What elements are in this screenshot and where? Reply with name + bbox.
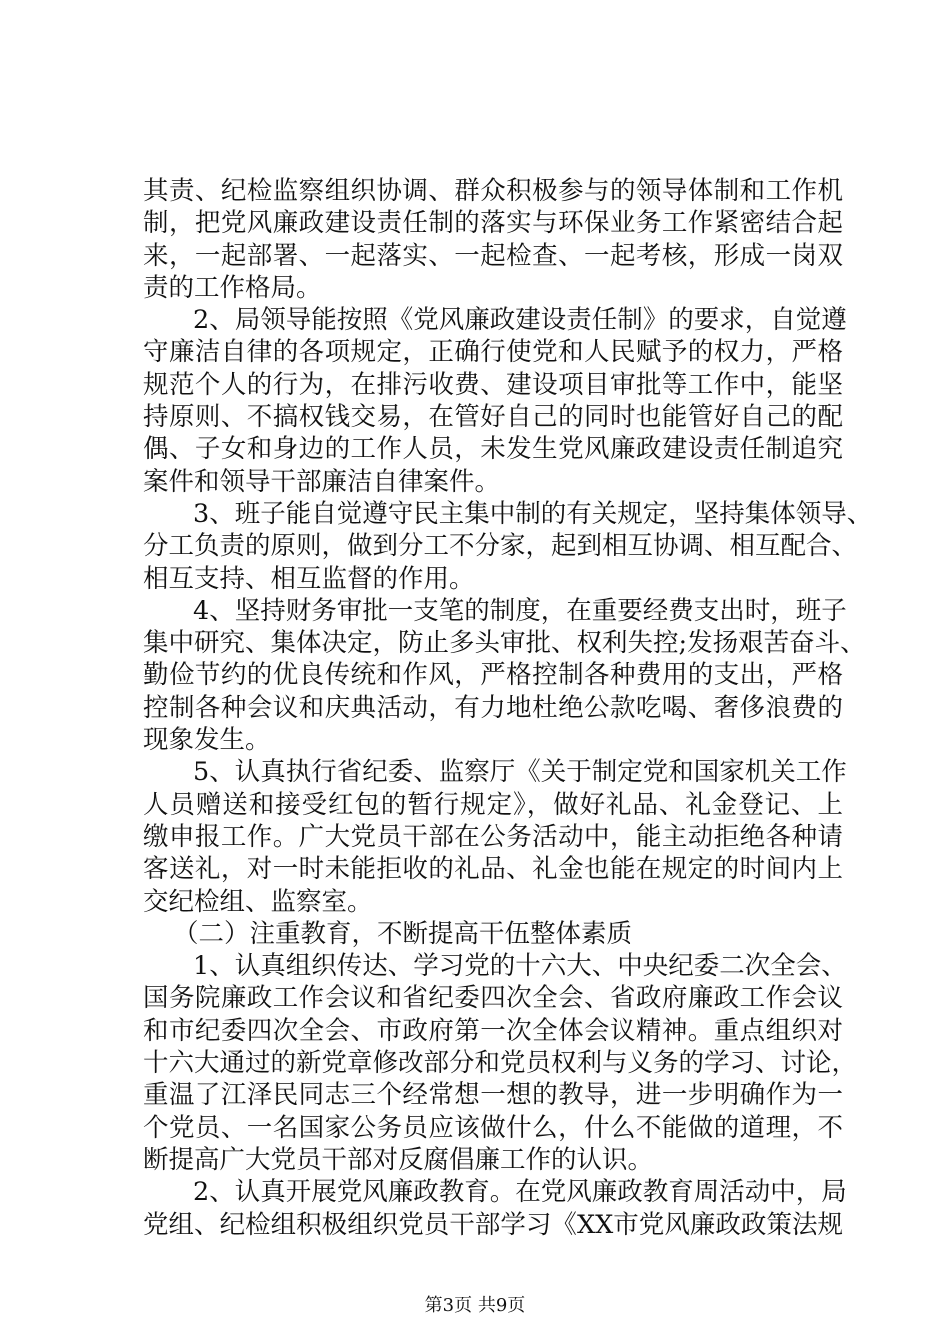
text-line: 规范个人的行为，在排污收费、建设项目审批等工作中，能坚 bbox=[143, 369, 843, 400]
text-line: 勤俭节约的优良传统和作风，严格控制各种费用的支出，严格 bbox=[143, 660, 843, 691]
text-line: 党组、纪检组积极组织党员干部学习《XX市党风廉政政策法规 bbox=[143, 1209, 843, 1240]
text-line: 集中研究、集体决定，防止多头审批、权利失控;发扬艰苦奋斗、 bbox=[143, 628, 866, 659]
text-line: 客送礼，对一时未能拒收的礼品、礼金也能在规定的时间内上 bbox=[143, 854, 843, 885]
text-line: 现象发生。 bbox=[143, 725, 271, 756]
text-line: 相互支持、相互监督的作用。 bbox=[143, 563, 475, 594]
text-line: 和市纪委四次全会、市政府第一次全体会议精神。重点组织对 bbox=[143, 1015, 843, 1046]
text-line: 守廉洁自律的各项规定，正确行使党和人民赋予的权力，严格 bbox=[143, 337, 843, 368]
text-line: 十六大通过的新党章修改部分和党员权利与义务的学习、讨论， bbox=[143, 1048, 858, 1079]
text-line: 其责、纪检监察组织协调、群众积极参与的领导体制和工作机 bbox=[143, 176, 843, 206]
text-line: 2、认真开展党风廉政教育。在党风廉政教育周活动中，局 bbox=[193, 1177, 847, 1208]
text-line: 分工负责的原则，做到分工不分家，起到相互协调、相互配合、 bbox=[143, 531, 858, 562]
text-line: 1、认真组织传达、学习党的十六大、中央纪委二次全会、 bbox=[193, 951, 847, 982]
text-line: 重温了江泽民同志三个经常想一想的教导，进一步明确作为一 bbox=[143, 1080, 843, 1111]
text-line: 持原则、不搞权钱交易，在管好自己的同时也能管好自己的配 bbox=[143, 402, 843, 433]
text-line: 断提高广大党员干部对反腐倡廉工作的认识。 bbox=[143, 1144, 654, 1175]
text-line: 2、局领导能按照《党风廉政建设责任制》的要求，自觉遵 bbox=[193, 305, 847, 336]
text-line: 3、班子能自觉遵守民主集中制的有关规定，坚持集体领导、 bbox=[193, 498, 873, 529]
text-line: 国务院廉政工作会议和省纪委四次全会、省政府廉政工作会议 bbox=[143, 983, 843, 1014]
page-footer: 第3页 共9页 bbox=[424, 1295, 526, 1316]
text-line: 个党员、一名国家公务员应该做什么，什么不能做的道理，不 bbox=[143, 1112, 843, 1143]
text-line: 责的工作格局。 bbox=[143, 272, 322, 303]
text-line: 5、认真执行省纪委、监察厅《关于制定党和国家机关工作 bbox=[193, 757, 847, 788]
text-line: 控制各种会议和庆典活动，有力地杜绝公款吃喝、奢侈浪费的 bbox=[143, 692, 843, 723]
text-line: 制，把党风廉政建设责任制的落实与环保业务工作紧密结合起 bbox=[143, 208, 843, 239]
text-line: 交纪检组、监察室。 bbox=[143, 886, 373, 917]
document-body bbox=[143, 175, 873, 1241]
text-line: 人员赠送和接受红包的暂行规定》，做好礼品、礼金登记、上 bbox=[143, 789, 843, 820]
text-line: 来，一起部署、一起落实、一起检查、一起考核，形成一岗双 bbox=[143, 240, 843, 271]
text-line: 案件和领导干部廉洁自律案件。 bbox=[143, 466, 501, 497]
text-line: 缴申报工作。广大党员干部在公务活动中，能主动拒绝各种请 bbox=[143, 821, 843, 852]
text-line: 4、坚持财务审批一支笔的制度，在重要经费支出时，班子 bbox=[193, 595, 847, 626]
text-line: 偶、子女和身边的工作人员，未发生党风廉政建设责任制追究 bbox=[143, 434, 843, 465]
section-heading: （二）注重教育，不断提高干伍整体素质 bbox=[173, 918, 633, 949]
